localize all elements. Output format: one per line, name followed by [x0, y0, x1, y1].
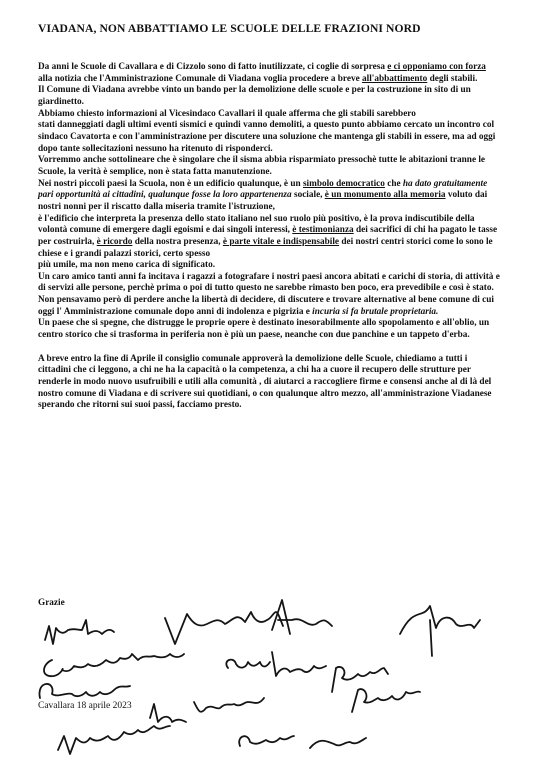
paragraph-sisma: Vorremmo anche sottolineare che è singolare che il sisma abbia risparmiato pressochè tutte le abitazioni tranne le Scuole, la verità è semplice, non è stata fatta manutenzione.: [38, 155, 486, 177]
paragraph-vicesindaco-cont: stati danneggiati dagli ultimi eventi sismici e quindi vanno demoliti, a questo punto abbiamo cercato un incontro col sindaco Cavatorta e con l'amministrazione per discutere una soluzione che mantenga gli stabili in essere, ma ad oggi dopo tante sollecitazioni nessuno ha ritenuto di risponderci.: [38, 120, 496, 154]
paragraph-edificio: [38, 214, 500, 261]
text-run: Non pensavamo però di perdere anche la libertà di decidere, di discutere e trovare alternative al bene comune di cui oggi l' Amministrazione comunale dopo anni di indolenza e pigrizia e: [38, 295, 494, 317]
italic-text: incuria si fa brutale proprietaria.: [312, 306, 439, 317]
signature-6: [226, 652, 326, 676]
text-run: voluto dai nostri nonni per il riscatto dalla miseria tramite l'istruzione,: [38, 190, 488, 212]
signature-7: [39, 684, 130, 698]
paragraph-gap: [38, 342, 500, 354]
date-line: Cavallara 18 aprile 2023: [38, 701, 132, 711]
text-run: dei nostri centri storici come lo sono le chiese e i grandi palazzi storici, certo spesso: [38, 236, 493, 259]
paragraph-paese: Un paese che si spegne, che distrugge le proprie opere è destinato inesorabilmente allo spopolamento e all'oblio, un centro storico che si trasforma in periferia non è più un paese, neanche con due panchine e un tappeto d'erba.: [38, 318, 490, 341]
italic-text: ha dato gratuitamente pari opportunità ai cittadini, qualunque fosse la loro appartenenza: [38, 178, 488, 201]
signature-5: [44, 654, 184, 676]
paragraph-liberta: [38, 295, 500, 318]
text-run: Nei nostri piccoli paesi la Scuola, non è un edificio qualunque, è un: [38, 178, 303, 189]
paragraph-scuola: [38, 179, 500, 214]
closing-text: Grazie: [38, 598, 65, 608]
text-run: degli stabili.: [427, 73, 478, 84]
paragraph-vicesindaco: Abbiamo chiesto informazioni al Vicesindaco Cavallari il quale afferma che gli stabili sarebbero: [38, 108, 416, 119]
signature-10: [150, 698, 264, 722]
document-title: VIADANA, NON ABBATTIAMO LE SCUOLE DELLE FRAZIONI NORD: [38, 22, 421, 35]
underlined-text: è ricordo: [96, 236, 133, 247]
text-run: Da anni le Scuole di Cavallara e di Cizzolo sono di fatto inutilizzate, ci coglie di sorpresa: [38, 62, 388, 72]
signature-9: [352, 689, 420, 712]
underlined-text: simbolo democratico: [302, 178, 385, 189]
signature-12: [239, 736, 366, 748]
paragraph-bando: Il Comune di Viadana avrebbe vinto un bando per la demolizione delle scuole e per la costruzione in sito di un giardinetto.: [38, 85, 471, 107]
text-run: è l'edificio che interpreta la presenza dello stato italiano nel suo ruolo più positivo, è la prova indiscutibile della volontà comune di emergere dagli egoismi e dai singoli interessi,: [38, 213, 475, 236]
signature-4: [400, 606, 480, 656]
text-run: della nostra presenza,: [132, 236, 223, 247]
paragraph-appello: A breve entro la fine di Aprile il consiglio comunale approverà la demolizione delle Scuole, chiediamo a tutti i cittadini che ci leggono, a chi ne ha la capacità o la competenza, a chi ha a cuore il recupero delle strutture per renderle in modo nuovo usufruibili e utili alla comunità , di aiutarci a raccogliere firme e consensi anche al di là del nostro comune di Viadana e di scrivere sui quotidiani, o con qualunque altro mezzo, all'amministrazione Viadanese sperando che ritorni sui suoi passi, facciamo presto.: [38, 353, 492, 411]
underlined-text: all'abbattimento: [362, 73, 428, 84]
text-run: alla notizia che l'Amministrazione Comunale di Viadana voglia procedere a breve: [38, 73, 362, 84]
underlined-text: è parte vitale e indispensabile: [222, 236, 340, 247]
signature-11: [58, 726, 170, 754]
text-run: sociale,: [291, 190, 325, 201]
signature-3: [272, 600, 332, 634]
handwritten-signatures: [0, 590, 533, 774]
document-body: [38, 62, 500, 412]
signature-1: [45, 620, 114, 644]
underlined-text: e ci opponiamo con forza: [387, 62, 486, 72]
paragraph-amico: Un caro amico tanti anni fa incitava i ragazzi a fotografare i nostri paesi ancora abitati e carichi di storia, di attività e di servizi alle persone, perchè prima o poi di tutto questo ne sarebbe rimasto ben poco, era prevedibile e così è stato.: [38, 271, 500, 294]
paragraph-edificio-cont: più umile, ma non meno carica di significato.: [38, 260, 216, 271]
underlined-text: è testimonianza: [292, 225, 354, 236]
paragraph-intro: [38, 62, 500, 85]
signature-2: [165, 612, 283, 644]
text-run: dei sacrifici di chi ha pagato le tasse per costruirla,: [38, 225, 498, 247]
underlined-text: è un monumento alla memoria: [324, 190, 446, 201]
text-run: che: [384, 178, 403, 189]
